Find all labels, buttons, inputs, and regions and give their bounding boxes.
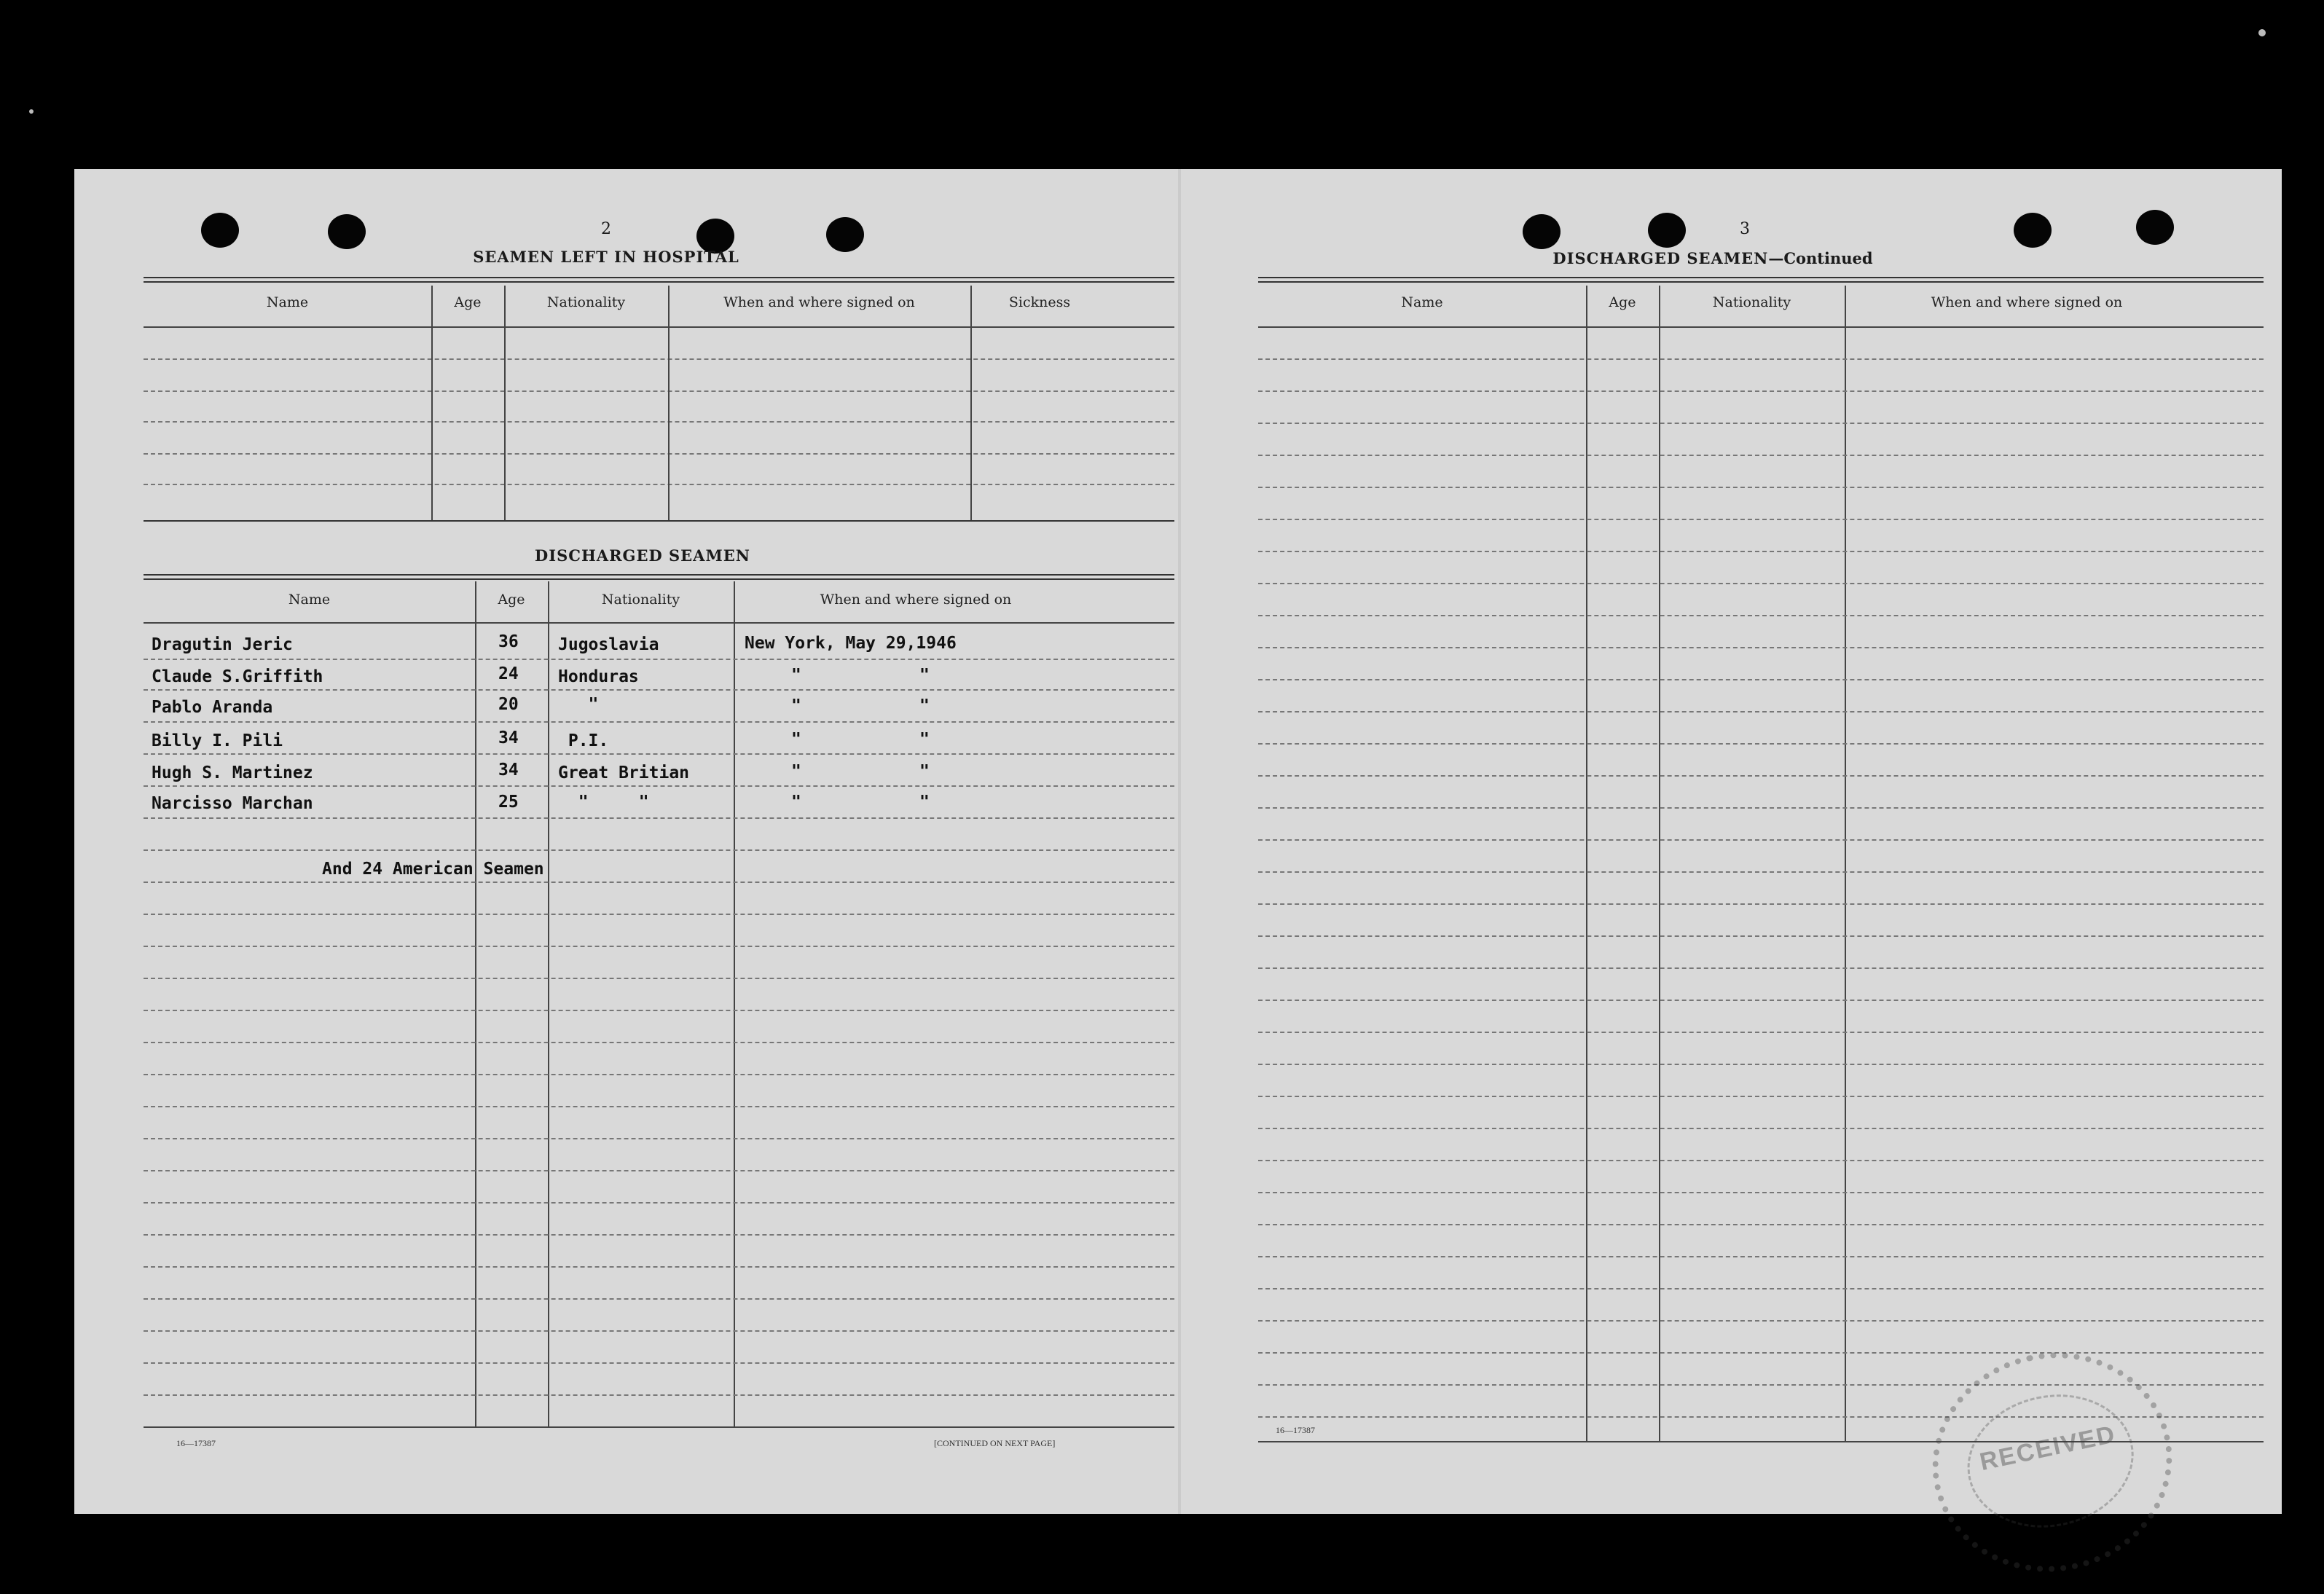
column-header-nationality: Nationality: [601, 592, 680, 608]
dust-speck: [2258, 29, 2266, 36]
table-row: [144, 390, 1174, 392]
seaman-name: Billy I. Pili: [152, 731, 283, 750]
row-rule: [144, 882, 1174, 883]
row-rule: [144, 1202, 1174, 1204]
column-divider: [970, 286, 972, 520]
row-rule: [144, 1042, 1174, 1043]
table-row: [1258, 1128, 2264, 1129]
table-row: [144, 484, 1174, 485]
column-divider: [475, 581, 476, 1426]
seaman-age: 36: [498, 632, 519, 651]
seaman-nationality: Jugoslavia: [558, 635, 659, 654]
discharged-continued-title: [1516, 249, 1909, 267]
seaman-name: Dragutin Jeric: [152, 635, 293, 654]
table-row: [1258, 519, 2264, 520]
seaman-signed-on: ": [791, 793, 801, 812]
column-header-name: Name: [266, 294, 309, 310]
row-rule: [144, 1010, 1174, 1011]
table-row: [1258, 935, 2264, 937]
document-sheet: [74, 169, 2282, 1514]
seaman-age: 25: [498, 793, 519, 812]
table-row: [1258, 423, 2264, 424]
row-rule: [144, 721, 1174, 723]
table-rule: [144, 520, 1174, 522]
row-rule: [144, 1266, 1174, 1268]
title-continued: —Continued: [1768, 249, 1873, 267]
row-rule: [144, 1106, 1174, 1107]
table-rule: [144, 277, 1174, 278]
table-rule: [144, 578, 1174, 580]
seaman-age: 20: [498, 695, 519, 714]
row-rule: [144, 1074, 1174, 1075]
table-row: [1258, 487, 2264, 488]
seaman-age: 34: [498, 729, 519, 747]
column-header-name: Name: [288, 592, 331, 608]
seaman-signed-on-ditto: ": [919, 793, 930, 812]
table-row: [1258, 1256, 2264, 1257]
table-row: [1258, 1192, 2264, 1193]
table-row: [1258, 1000, 2264, 1001]
header-underline: [1258, 326, 2264, 328]
seaman-nationality: Honduras: [558, 667, 639, 686]
row-rule: [144, 1330, 1174, 1332]
dust-speck: [29, 109, 34, 114]
column-header-age: Age: [454, 294, 482, 310]
seaman-nationality: " ": [558, 793, 649, 812]
seaman-signed-on-ditto: ": [919, 730, 930, 749]
row-rule: [144, 1362, 1174, 1364]
seaman-signed-on: ": [791, 666, 801, 685]
column-divider: [431, 286, 433, 520]
column-divider: [734, 581, 735, 1426]
table-row: [1258, 390, 2264, 392]
table-row: [144, 453, 1174, 455]
left-page: [74, 169, 1178, 1514]
seaman-nationality: P.I.: [558, 731, 609, 750]
seaman-name: Claude S.Griffith: [152, 667, 323, 686]
column-header-signed-on: When and where signed on: [1931, 294, 2123, 310]
seaman-signed-on-ditto: ": [919, 696, 930, 715]
title-main: DISCHARGED SEAMEN: [1552, 249, 1769, 267]
table-rule: [1258, 277, 2264, 278]
column-header-sickness: Sickness: [1008, 294, 1071, 310]
row-rule: [144, 1138, 1174, 1139]
table-row: [1258, 775, 2264, 777]
seaman-name: Hugh S. Martinez: [152, 763, 313, 782]
table-row: [1258, 903, 2264, 905]
discharged-section-title: DISCHARGED SEAMEN: [535, 546, 750, 565]
row-rule: [144, 946, 1174, 947]
table-row: [1258, 967, 2264, 969]
table-row: [1258, 583, 2264, 584]
seaman-signed-on-ditto: ": [919, 666, 930, 685]
seaman-age: 34: [498, 761, 519, 780]
table-row: [1258, 1096, 2264, 1097]
column-divider: [668, 286, 670, 520]
table-row: [1258, 1352, 2264, 1354]
table-row: [1258, 455, 2264, 456]
table-row: [1258, 1064, 2264, 1065]
row-rule: [144, 785, 1174, 787]
column-divider: [1659, 286, 1660, 1441]
seaman-name: Pablo Aranda: [152, 698, 273, 717]
seaman-age: 24: [498, 664, 519, 683]
table-row: [1258, 1160, 2264, 1161]
table-bottom-rule: [144, 1426, 1174, 1428]
column-divider: [1586, 286, 1587, 1441]
table-row: [144, 358, 1174, 360]
seaman-signed-on: New York, May 29,1946: [745, 634, 957, 653]
column-header-name: Name: [1401, 294, 1443, 310]
row-rule: [144, 689, 1174, 691]
page-number: 2: [601, 220, 611, 238]
table-row: [1258, 551, 2264, 552]
table-row: [1258, 871, 2264, 873]
seaman-signed-on: ": [791, 730, 801, 749]
table-row: [1258, 615, 2264, 616]
table-rule: [144, 574, 1174, 576]
table-row: [1258, 807, 2264, 809]
row-rule: [144, 849, 1174, 851]
row-rule: [144, 914, 1174, 915]
american-seamen-note: And 24 American Seamen: [322, 860, 544, 879]
row-rule: [144, 1234, 1174, 1236]
seaman-nationality: ": [558, 695, 599, 714]
hospital-section-title: SEAMEN LEFT IN HOSPITAL: [473, 248, 739, 266]
column-divider: [548, 581, 549, 1426]
column-header-signed-on: When and where signed on: [820, 592, 1012, 608]
column-header-signed-on: When and where signed on: [723, 294, 915, 310]
table-row: [1258, 1288, 2264, 1289]
seaman-signed-on-ditto: ": [919, 762, 930, 781]
column-divider: [1845, 286, 1846, 1441]
right-page: [1181, 169, 2282, 1514]
stamp-label: RECEIVED: [1955, 1380, 2146, 1543]
table-row: [1258, 839, 2264, 841]
table-row: [1258, 647, 2264, 648]
row-rule: [144, 1170, 1174, 1171]
row-rule: [144, 1394, 1174, 1396]
row-rule: [144, 753, 1174, 755]
table-row: [1258, 711, 2264, 712]
table-row: [1258, 358, 2264, 360]
column-header-age: Age: [1609, 294, 1636, 310]
table-row: [1258, 1224, 2264, 1225]
table-row: [1258, 1032, 2264, 1033]
column-header-nationality: Nationality: [1712, 294, 1791, 310]
seaman-name: Narcisso Marchan: [152, 794, 313, 813]
column-divider: [504, 286, 506, 520]
row-rule: [144, 659, 1174, 660]
row-rule: [144, 1298, 1174, 1300]
table-row: [1258, 1320, 2264, 1322]
table-row: [1258, 679, 2264, 680]
table-rule: [144, 281, 1174, 283]
column-header-nationality: Nationality: [546, 294, 626, 310]
row-rule: [144, 817, 1174, 819]
form-number: 16—17387: [1276, 1425, 1315, 1435]
form-number: 16—17387: [176, 1438, 216, 1448]
page-number: 3: [1740, 220, 1750, 238]
continued-note: [CONTINUED ON NEXT PAGE]: [934, 1438, 1056, 1448]
seaman-signed-on: ": [791, 696, 801, 715]
table-row: [1258, 743, 2264, 745]
header-underline: [144, 622, 1174, 624]
table-row: [144, 421, 1174, 423]
row-rule: [144, 978, 1174, 979]
table-rule: [1258, 281, 2264, 283]
column-header-age: Age: [498, 592, 525, 608]
seaman-nationality: Great Britian: [558, 763, 690, 782]
header-underline: [144, 326, 1174, 328]
seaman-signed-on: ": [791, 762, 801, 781]
